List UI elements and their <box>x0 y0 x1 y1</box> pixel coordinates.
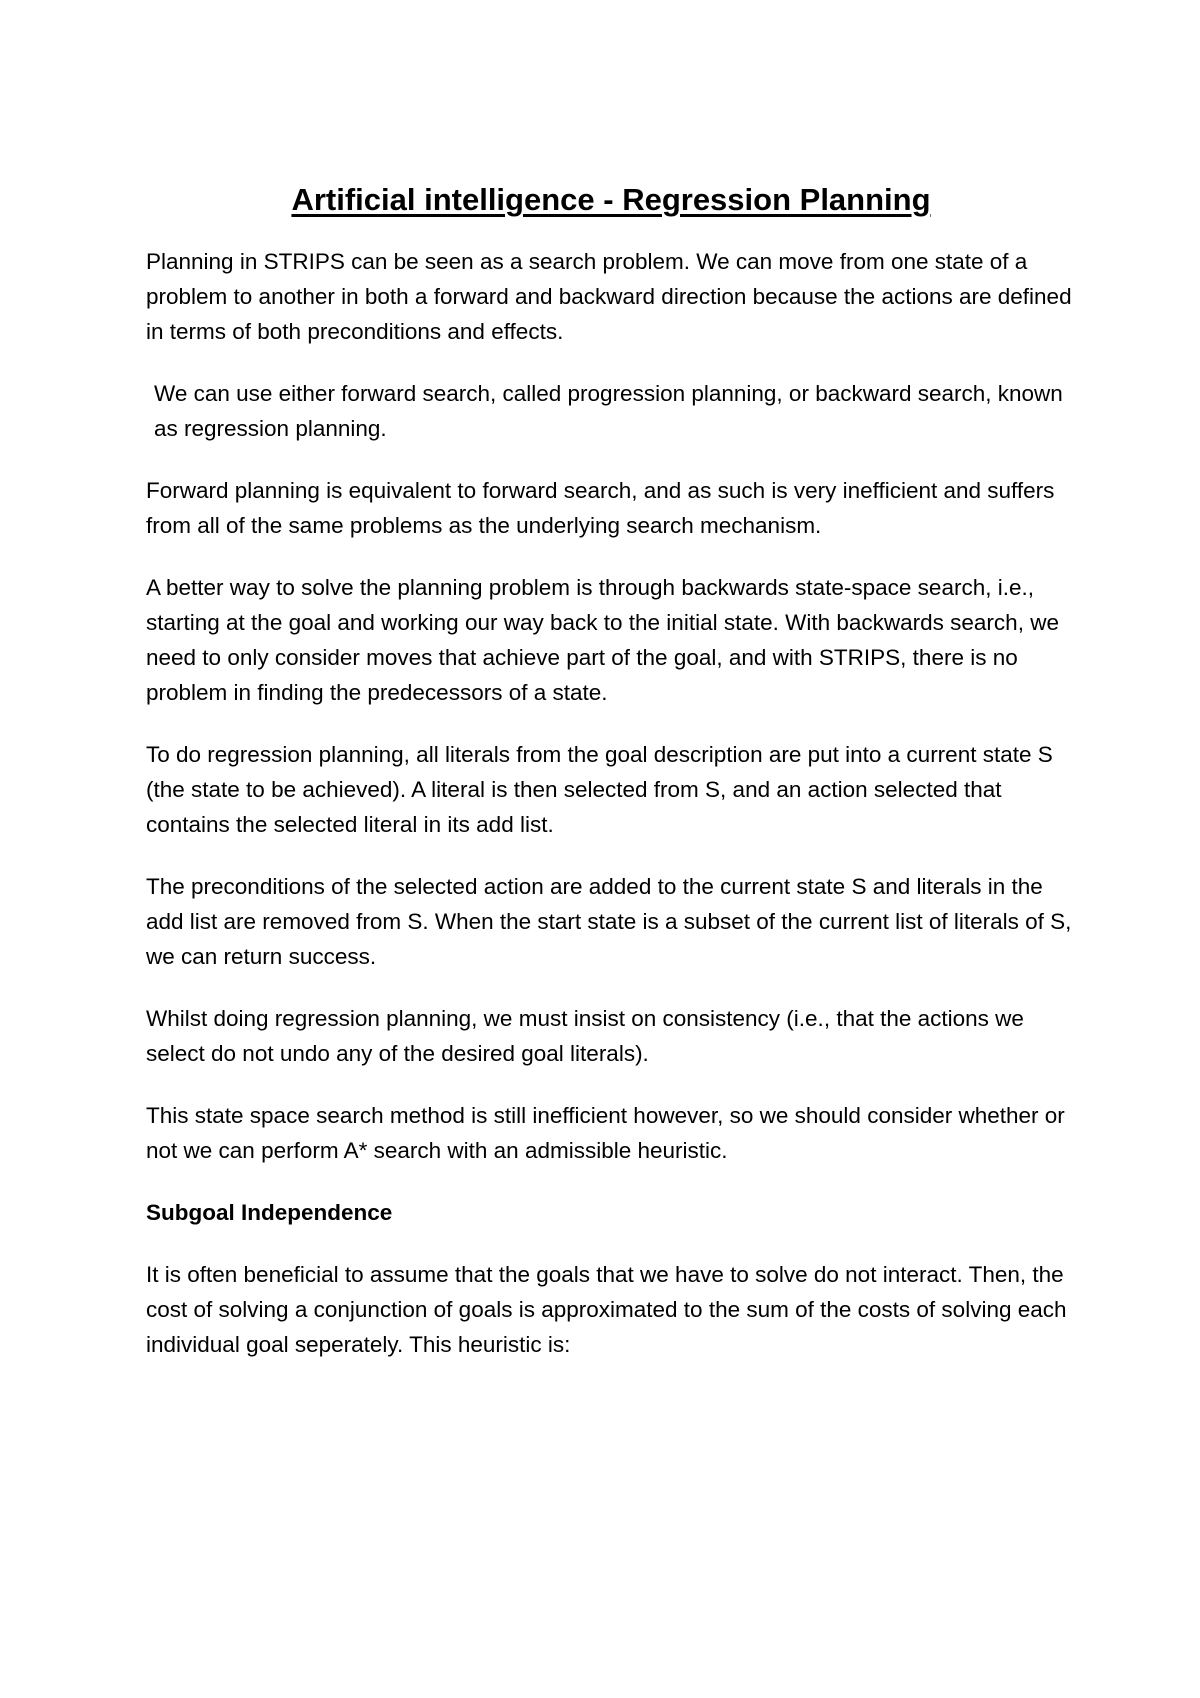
paragraph-subgoal-heuristic: It is often beneficial to assume that the goals that we have to solve do not interact. Then, the cost of solving a conjunction of goals is approximated to the sum of the costs of solving each individual goal seperately. This heuristic is: <box>146 1262 1073 1357</box>
paragraph-forward-planning: Forward planning is equivalent to forward search, and as such is very inefficient and suffers from all of the same problems as the underlying search mechanism. <box>146 478 1061 538</box>
paragraph-strips-search: Planning in STRIPS can be seen as a search problem. We can move from one state of a problem to another in both a forward and backward direction because the actions are defined in terms of both preconditions and effects. <box>146 249 1078 344</box>
paragraph-backwards-search: A better way to solve the planning problem is through backwards state-space search, i.e., starting at the goal and working our way back to the initial state. With backwards search, we need to only consider moves that achieve part of the goal, and with STRIPS, there is no problem in finding the predecessors of a state. <box>146 575 1066 705</box>
section-heading-subgoal-independence: Subgoal Independence <box>146 1200 393 1225</box>
paragraph-a-star: This state space search method is still inefficient however, so we should consider whether or not we can perform A* search with an admissible heuristic. <box>146 1103 1072 1163</box>
document-body <box>146 178 1076 1389</box>
paragraph-forward-backward: We can use either forward search, called progression planning, or backward search, known as regression planning. <box>154 381 1070 441</box>
paragraph-preconditions: The preconditions of the selected action are added to the current state S and literals in the add list are removed from S. When the start state is a subset of the current list of literals of S, we can return success. <box>146 874 1078 969</box>
paragraph-consistency: Whilst doing regression planning, we must insist on consistency (i.e., that the actions we select do not undo any of the desired goal literals). <box>146 1006 1031 1066</box>
document-title: Artificial intelligence - Regression Planning <box>291 182 931 217</box>
paragraph-regression-procedure: To do regression planning, all literals from the goal description are put into a current state S (the state to be achieved). A literal is then selected from S, and an action selected that contains the selected literal in its add list. <box>146 742 1060 837</box>
